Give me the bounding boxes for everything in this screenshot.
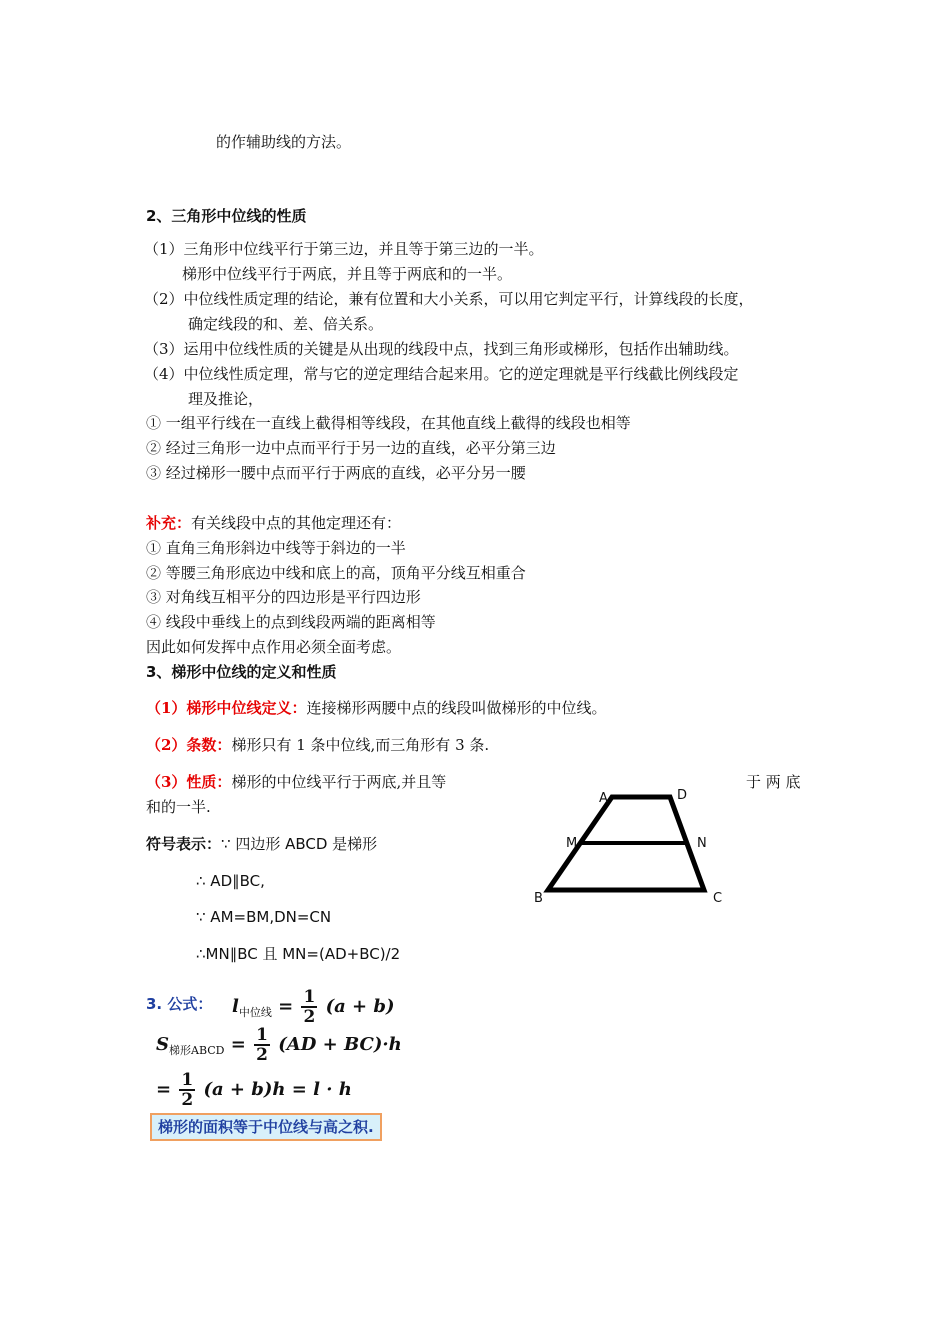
s2-item-5: （3）运用中位线性质的关键是从出现的线段中点，找到三角形或梯形，包括作出辅助线。 [144, 340, 739, 358]
symbol-text-1: ∵ 四边形 ABCD 是梯形 [221, 835, 378, 853]
s2-item-2: 梯形中位线平行于两底，并且等于两底和的一半。 [182, 265, 513, 283]
l-subscript: 中位线 [238, 1006, 272, 1019]
count-line [146, 735, 489, 755]
label-d: D [677, 788, 688, 803]
formula-line-3: = $\frac{1}{2}$ (a + b)h = l · h [156, 1070, 352, 1110]
label-c: C [713, 891, 723, 906]
s-subscript: 梯形ABCD [169, 1044, 225, 1057]
fraction-half-2: $\frac{1}{2}$ [256, 1025, 268, 1065]
count-text: 梯形只有 1 条中位线,而三角形有 3 条. [231, 736, 490, 754]
supplement-colon: ： [176, 514, 192, 532]
s2-item-1: （1）三角形中位线平行于第三边，并且等于第三边的一半。 [144, 240, 544, 258]
def-text: 连接梯形两腰中点的线段叫做梯形的中位线。 [306, 699, 607, 717]
formula-line-2: $S_{梯形ABCD}$ = $\frac{1}{2}$ (AD + BC)·h [156, 1025, 402, 1065]
section3-heading: 3、梯形中位线的定义和性质 [146, 663, 337, 681]
supplement-item-4: ④ 线段中垂线上的点到线段两端的距离相等 [146, 613, 436, 631]
label-a: A [599, 791, 608, 806]
symbol-label: 符号表示： [146, 835, 222, 853]
supplement-intro: 有关线段中点的其他定理还有： [191, 514, 402, 532]
supplement-intro-line [146, 513, 401, 533]
s2-item-4: 确定线段的和、差、倍关系。 [188, 315, 384, 333]
label-b: B [534, 891, 543, 906]
expr-1: (a + b) [325, 996, 395, 1017]
symbol-line-2: ∴ AD∥BC, [196, 872, 265, 890]
prop-text-a: 梯形的中位线平行于两底,并且等 [231, 773, 447, 791]
symbol-line-1 [146, 834, 377, 854]
expr-3: (a + b)h = l · h [203, 1079, 352, 1100]
label-m: M [566, 836, 578, 851]
formula-title: 3. 公式： [146, 995, 213, 1013]
def-line [146, 698, 606, 718]
supplement-item-2: ② 等腰三角形底边中线和底上的高，顶角平分线互相重合 [146, 564, 526, 582]
s2-item-7: 理及推论， [188, 390, 264, 408]
def-label: （1）梯形中位线定义： [146, 699, 307, 717]
s2-item-9: ② 经过三角形一边中点而平行于另一边的直线，必平分第三边 [146, 439, 556, 457]
count-label: （2）条数： [146, 736, 232, 754]
s2-item-8: ① 一组平行线在一直线上截得相等线段，在其他直线上截得的线段也相等 [146, 414, 631, 432]
s2-item-6: （4）中位线性质定理，常与它的逆定理结合起来用。它的逆定理就是平行线截比例线段定 [144, 365, 739, 383]
fraction-half-1: $\frac{1}{2}$ [303, 987, 316, 1027]
supplement-item-1: ① 直角三角形斜边中线等于斜边的一半 [146, 539, 406, 557]
expr-2: (AD + BC)·h [278, 1034, 402, 1055]
s2-item-10: ③ 经过梯形一腰中点而平行于两底的直线，必平分另一腰 [146, 464, 526, 482]
intro-tail: 的作辅助线的方法。 [216, 133, 352, 151]
prop-text-c: 和的一半. [146, 798, 211, 816]
prop-text-b: 于 两 底 [746, 773, 801, 791]
fraction-half-3: $\frac{1}{2}$ [181, 1070, 194, 1110]
section2-heading: 2、三角形中位线的性质 [146, 207, 307, 225]
prop-label: （3）性质： [146, 773, 232, 791]
area-note-box: 梯形的面积等于中位线与高之积. [150, 1113, 382, 1141]
symbol-line-4: ∴MN∥BC 且 MN=(AD+BC)/2 [196, 945, 401, 963]
supplement-label: 补充 [146, 514, 177, 532]
s2-item-3: （2）中位线性质定理的结论，兼有位置和大小关系，可以用它判定平行，计算线段的长度， [144, 290, 754, 308]
symbol-line-3: ∵ AM=BM,DN=CN [196, 908, 332, 926]
label-n: N [697, 836, 707, 851]
formula-line-1: $l_{中位线}$ = $\frac{1}{2}$ (a + b) [232, 987, 395, 1027]
supplement-conclusion: 因此如何发挥中点作用必须全面考虑。 [146, 638, 402, 656]
prop-line [146, 772, 446, 792]
supplement-item-3: ③ 对角线互相平分的四边形是平行四边形 [146, 588, 421, 606]
